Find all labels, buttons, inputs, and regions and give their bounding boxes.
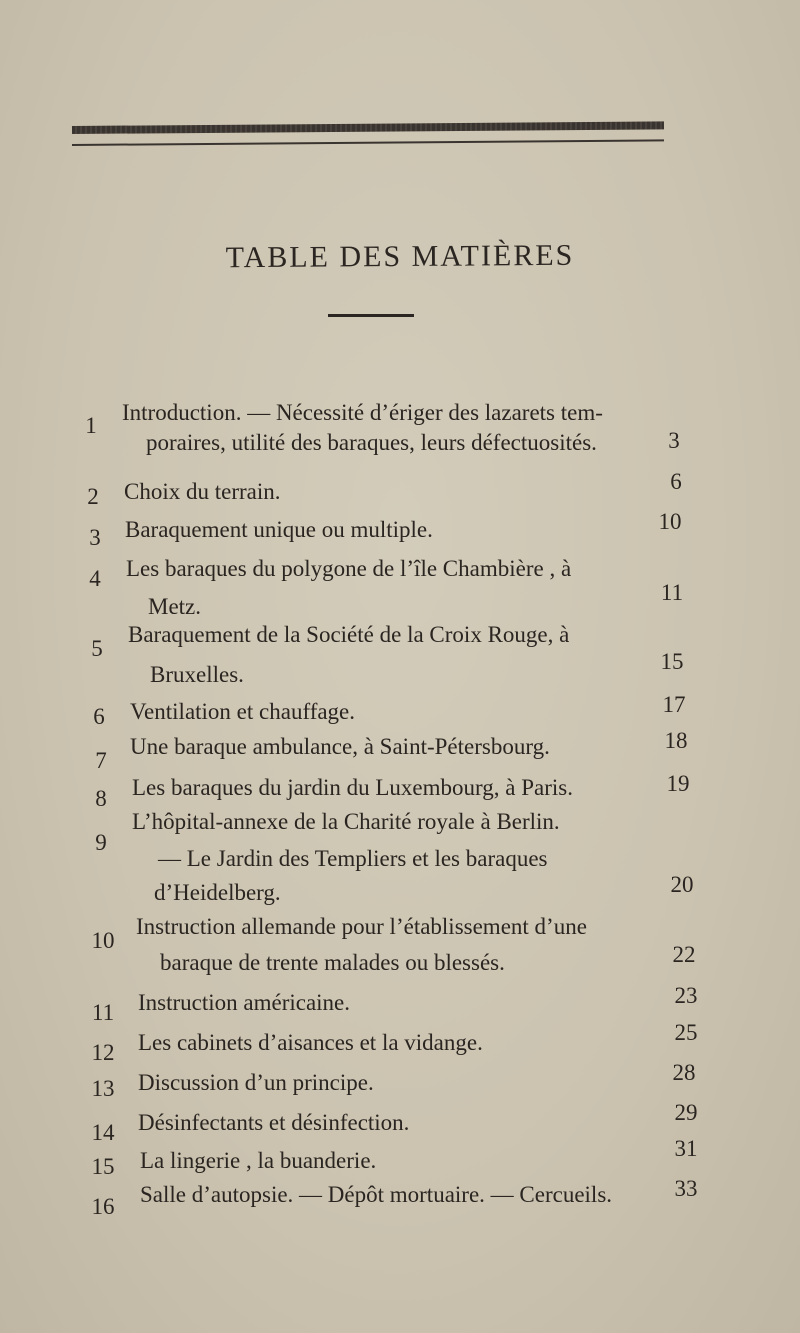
entry-text-line: d’Heidelberg. (154, 880, 281, 905)
entry-text-line: Désinfectants et désinfection. (138, 1110, 410, 1135)
entry-number: 16 (91, 1194, 115, 1219)
entry-number: 13 (91, 1076, 115, 1101)
entry-number: 7 (95, 748, 107, 773)
entry-number: 9 (95, 830, 107, 855)
entry-text-line: Salle d’autopsie. — Dépôt mortuaire. — Cercueils. (140, 1182, 613, 1207)
entry-page: 22 (672, 942, 696, 967)
entry-page: 25 (674, 1020, 698, 1045)
entry-page: 11 (660, 580, 684, 605)
entry-number: 5 (91, 636, 103, 661)
entry-text-line: Introduction. — Nécessité d’ériger des lazarets tem- (122, 400, 603, 425)
entry-page: 3 (668, 428, 680, 453)
entry-page: 10 (658, 509, 682, 534)
entry-text-line: baraque de trente malades ou blessés. (160, 950, 505, 975)
entry-number: 12 (91, 1040, 115, 1065)
entry-text-line: Choix du terrain. (124, 479, 281, 504)
entry-page: 31 (674, 1136, 698, 1161)
entry-page: 20 (670, 872, 694, 897)
entry-text-line: Une baraque ambulance, à Saint-Pétersbourg. (130, 734, 550, 759)
entry-text-line: Ventilation et chauffage. (130, 699, 356, 724)
entry-page: 6 (670, 469, 682, 494)
page-title: TABLE DES MATIÈRES (225, 238, 575, 275)
entry-page: 15 (660, 649, 684, 674)
entry-page: 17 (662, 692, 686, 717)
entry-text-line: Les baraques du jardin du Luxembourg, à Paris. (132, 775, 573, 800)
entry-text-line: Baraquement unique ou multiple. (125, 517, 433, 542)
entry-text-line: Instruction américaine. (138, 990, 351, 1015)
entry-number: 4 (89, 566, 101, 591)
entry-number: 3 (89, 525, 101, 550)
entry-text-line: L’hôpital-annexe de la Charité royale à Berlin. (132, 809, 560, 834)
entry-number: 15 (91, 1154, 115, 1179)
entry-text-line: poraires, utilité des baraques, leurs défectuosités. (146, 430, 597, 455)
entry-number: 8 (95, 786, 107, 811)
entry-page: 28 (672, 1060, 696, 1085)
entry-page: 33 (674, 1176, 698, 1201)
entry-number: 14 (91, 1120, 115, 1145)
entry-page: 23 (674, 983, 698, 1008)
entry-page: 29 (674, 1100, 698, 1125)
entry-text-line: Instruction allemande pour l’établissement d’une (136, 914, 587, 939)
entry-number: 6 (93, 704, 105, 729)
entry-text-line: Les baraques du polygone de l’île Chambière , à (126, 556, 572, 581)
entry-text-line: Baraquement de la Société de la Croix Rouge, à (128, 622, 570, 647)
entry-number: 2 (87, 484, 99, 509)
entry-text-line: Les cabinets d’aisances et la vidange. (138, 1030, 483, 1055)
entry-text-line: Metz. (148, 594, 202, 619)
entry-text-line: Discussion d’un principe. (138, 1070, 374, 1095)
entry-number: 1 (85, 413, 97, 438)
entry-number: 11 (91, 1000, 115, 1025)
entry-text-line: — Le Jardin des Templiers et les baraques (158, 846, 548, 871)
entry-text-line: La lingerie , la buanderie. (140, 1148, 377, 1173)
entry-page: 19 (666, 771, 690, 796)
entry-number: 10 (91, 928, 115, 953)
entry-page: 18 (664, 728, 688, 753)
entry-text-line: Bruxelles. (150, 662, 244, 687)
